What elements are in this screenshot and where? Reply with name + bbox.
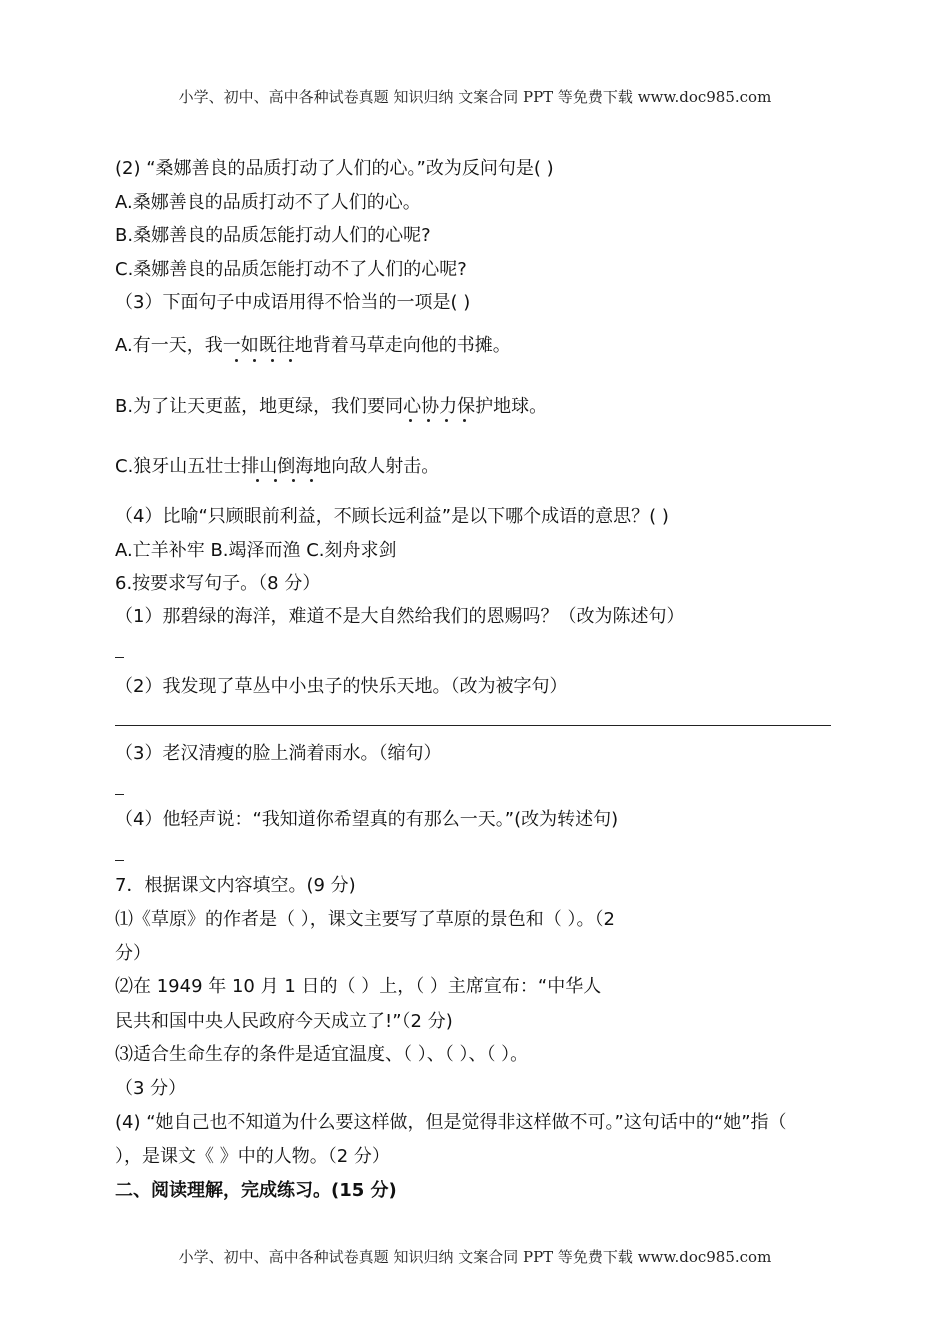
q7-3-line2: （3 分） <box>115 1078 187 1099</box>
q7-3-line1: ⑶适合生命生存的条件是适宜温度、（ ）、（ ）、（ ）。 <box>115 1044 529 1065</box>
emphasis-dot <box>289 359 292 362</box>
q5-2-option-b: B.桑娜善良的品质怎能打动人们的心呢? <box>115 225 431 246</box>
section-2-title: 二、阅读理解，完成练习。(15 分) <box>115 1180 397 1201</box>
emphasis-dot <box>253 359 256 362</box>
answer-line[interactable] <box>115 794 124 795</box>
q7-4-line2: ），是课文《 》中的人物。（2 分） <box>115 1146 390 1167</box>
q5-2-option-c: C.桑娜善良的品质怎能打动不了人们的心呢? <box>115 259 467 280</box>
q7-title: 7．根据课文内容填空。(9 分) <box>115 875 356 896</box>
emphasis-dot <box>463 419 466 422</box>
emphasis-dot <box>235 359 238 362</box>
q7-2-line1: ⑵在 1949 年 10 月 1 日的（ ）上，（ ）主席宣布：“中华人 <box>115 976 602 997</box>
q7-1-line1: ⑴《草原》的作者是（ ），课文主要写了草原的景色和（ ）。（2 <box>115 909 615 930</box>
answer-line[interactable] <box>115 860 124 861</box>
q6-3: （3）老汉清瘦的脸上淌着雨水。（缩句） <box>115 743 442 764</box>
q7-2-line2: 民共和国中央人民政府今天成立了!”（2 分) <box>115 1011 453 1032</box>
q5-4-stem: （4）比喻“只顾眼前利益，不顾长远利益”是以下哪个成语的意思？( ) <box>115 506 669 527</box>
q5-3-option-c: C.狼牙山五壮士排山倒海地向敌人射击。 <box>115 456 440 477</box>
q5-2-option-a: A.桑娜善良的品质打动不了人们的心。 <box>115 192 421 213</box>
emphasis-dot <box>310 479 313 482</box>
emphasis-dot <box>292 479 295 482</box>
answer-line[interactable] <box>115 657 124 658</box>
emphasis-dot <box>271 359 274 362</box>
emphasis-dot <box>445 419 448 422</box>
q6-4: （4）他轻声说：“我知道你希望真的有那么一天。”(改为转述句) <box>115 809 619 830</box>
emphasis-dot <box>256 479 259 482</box>
page-footer: 小学、初中、高中各种试卷真题 知识归纳 文案合同 PPT 等免费下载 www.doc985.com <box>178 1248 772 1266</box>
q6-2: （2）我发现了草丛中小虫子的快乐天地。（改为被字句） <box>115 676 568 697</box>
q7-1-line2: 分） <box>115 943 151 964</box>
q5-4-options: A.亡羊补牢 B.竭泽而渔 C.刻舟求剑 <box>115 540 397 561</box>
answer-line[interactable] <box>115 725 831 726</box>
q5-3-option-a: A.有一天，我一如既往地背着马草走向他的书摊。 <box>115 335 511 356</box>
q5-3-option-b: B.为了让天更蓝，地更绿，我们要同心协力保护地球。 <box>115 396 548 417</box>
emphasis-dot <box>427 419 430 422</box>
q5-3-stem: （3）下面句子中成语用得不恰当的一项是( ) <box>115 292 471 313</box>
q6-title: 6.按要求写句子。（8 分） <box>115 573 321 594</box>
emphasis-dot <box>274 479 277 482</box>
page-header: 小学、初中、高中各种试卷真题 知识归纳 文案合同 PPT 等免费下载 www.doc985.com <box>178 88 772 106</box>
q6-1: （1）那碧绿的海洋，难道不是大自然给我们的恩赐吗？（改为陈述句） <box>115 606 685 627</box>
q7-4-line1: (4) “她自己也不知道为什么要这样做，但是觉得非这样做不可。”这句话中的“她”指（ <box>115 1112 787 1133</box>
q5-2-stem: (2) “桑娜善良的品质打动了人们的心。”改为反问句是( ) <box>115 158 554 179</box>
emphasis-dot <box>409 419 412 422</box>
